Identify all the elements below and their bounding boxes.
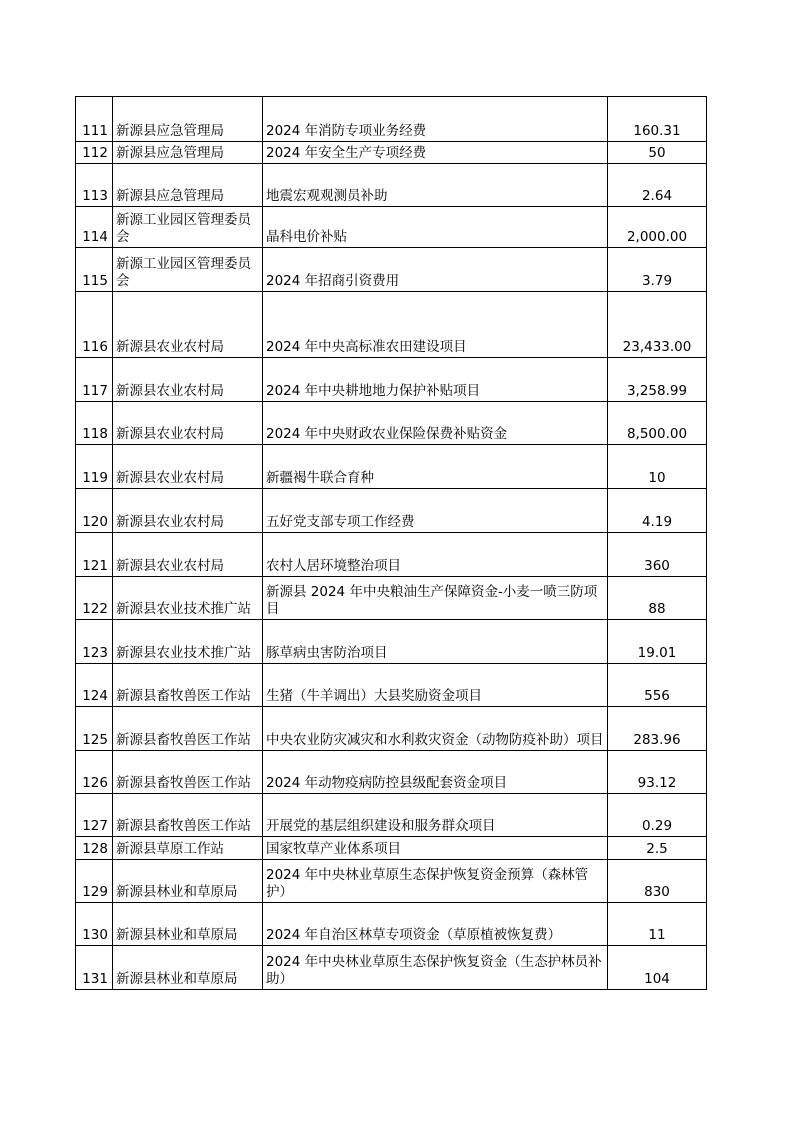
amount-cell: 830: [608, 860, 707, 903]
unit-cell: 新源县农业农村局: [113, 533, 263, 577]
row-number: 117: [76, 358, 113, 402]
table-row: [76, 664, 707, 707]
project-cell: 农村人居环境整治项目: [263, 533, 608, 577]
project-cell: 国家牧草产业体系项目: [263, 837, 608, 860]
unit-cell: 新源县农业农村局: [113, 489, 263, 533]
unit-cell: 新源县农业技术推广站: [113, 620, 263, 664]
row-number: 129: [76, 860, 113, 903]
amount-cell: 3,258.99: [608, 358, 707, 402]
unit-cell: 新源县农业农村局: [113, 358, 263, 402]
row-number: 126: [76, 751, 113, 794]
project-cell: 2024 年动物疫病防控县级配套资金项目: [263, 751, 608, 794]
project-cell: 2024 年消防专项业务经费: [263, 97, 608, 142]
table-row: [76, 707, 707, 751]
table-row: [76, 837, 707, 860]
amount-cell: 88: [608, 577, 707, 620]
table-row: [76, 794, 707, 837]
amount-cell: 0.29: [608, 794, 707, 837]
row-number: 122: [76, 577, 113, 620]
project-cell: 2024 年中央林业草原生态保护恢复资金预算（森林管护）: [263, 860, 608, 903]
amount-cell: 2.5: [608, 837, 707, 860]
unit-cell: 新源县林业和草原局: [113, 860, 263, 903]
row-number: 118: [76, 402, 113, 445]
unit-cell: 新源县草原工作站: [113, 837, 263, 860]
table-row: [76, 164, 707, 207]
row-number: 130: [76, 903, 113, 946]
row-number: 124: [76, 664, 113, 707]
unit-cell: 新源县畜牧兽医工作站: [113, 707, 263, 751]
row-number: 119: [76, 445, 113, 489]
amount-cell: 50: [608, 142, 707, 164]
amount-cell: 4.19: [608, 489, 707, 533]
table-row: [76, 142, 707, 164]
unit-cell: 新源县农业农村局: [113, 402, 263, 445]
table-row: [76, 207, 707, 248]
project-cell: 2024 年招商引资费用: [263, 248, 608, 292]
amount-cell: 2.64: [608, 164, 707, 207]
row-number: 116: [76, 292, 113, 358]
unit-cell: 新源工业园区管理委员会: [113, 207, 263, 248]
amount-cell: 93.12: [608, 751, 707, 794]
amount-cell: 2,000.00: [608, 207, 707, 248]
funding-table: [75, 96, 707, 990]
project-cell: 新源县 2024 年中央粮油生产保障资金-小麦一喷三防项目: [263, 577, 608, 620]
unit-cell: 新源县应急管理局: [113, 142, 263, 164]
project-cell: 2024 年安全生产专项经费: [263, 142, 608, 164]
amount-cell: 19.01: [608, 620, 707, 664]
table-row: [76, 577, 707, 620]
table-row: [76, 620, 707, 664]
table-row: [76, 751, 707, 794]
amount-cell: 283.96: [608, 707, 707, 751]
table-row: [76, 402, 707, 445]
row-number: 125: [76, 707, 113, 751]
project-cell: 2024 年中央高标准农田建设项目: [263, 292, 608, 358]
row-number: 115: [76, 248, 113, 292]
unit-cell: 新源县农业技术推广站: [113, 577, 263, 620]
unit-cell: 新源县畜牧兽医工作站: [113, 664, 263, 707]
table-row: [76, 860, 707, 903]
amount-cell: 556: [608, 664, 707, 707]
table-row: [76, 489, 707, 533]
project-cell: 五好党支部专项工作经费: [263, 489, 608, 533]
row-number: 121: [76, 533, 113, 577]
project-cell: 2024 年中央林业草原生态保护恢复资金（生态护林员补助）: [263, 946, 608, 990]
row-number: 131: [76, 946, 113, 990]
table-body: [76, 97, 707, 990]
unit-cell: 新源县畜牧兽医工作站: [113, 794, 263, 837]
unit-cell: 新源县畜牧兽医工作站: [113, 751, 263, 794]
project-cell: 生猪（牛羊调出）大县奖励资金项目: [263, 664, 608, 707]
project-cell: 新疆褐牛联合育种: [263, 445, 608, 489]
unit-cell: 新源县农业农村局: [113, 445, 263, 489]
project-cell: 中央农业防灾减灾和水利救灾资金（动物防疫补助）项目: [263, 707, 608, 751]
unit-cell: 新源县应急管理局: [113, 97, 263, 142]
table-row: [76, 292, 707, 358]
project-cell: 豚草病虫害防治项目: [263, 620, 608, 664]
row-number: 112: [76, 142, 113, 164]
table-row: [76, 97, 707, 142]
project-cell: 地震宏观观测员补助: [263, 164, 608, 207]
project-cell: 开展党的基层组织建设和服务群众项目: [263, 794, 608, 837]
row-number: 111: [76, 97, 113, 142]
row-number: 113: [76, 164, 113, 207]
unit-cell: 新源县林业和草原局: [113, 903, 263, 946]
project-cell: 2024 年中央耕地地力保护补贴项目: [263, 358, 608, 402]
project-cell: 晶科电价补贴: [263, 207, 608, 248]
unit-cell: 新源县农业农村局: [113, 292, 263, 358]
project-cell: 2024 年中央财政农业保险保费补贴资金: [263, 402, 608, 445]
amount-cell: 10: [608, 445, 707, 489]
table-row: [76, 248, 707, 292]
amount-cell: 160.31: [608, 97, 707, 142]
table-row: [76, 533, 707, 577]
row-number: 128: [76, 837, 113, 860]
amount-cell: 104: [608, 946, 707, 990]
unit-cell: 新源县应急管理局: [113, 164, 263, 207]
unit-cell: 新源工业园区管理委员会: [113, 248, 263, 292]
amount-cell: 11: [608, 903, 707, 946]
amount-cell: 3.79: [608, 248, 707, 292]
table-row: [76, 903, 707, 946]
unit-cell: 新源县林业和草原局: [113, 946, 263, 990]
amount-cell: 8,500.00: [608, 402, 707, 445]
amount-cell: 23,433.00: [608, 292, 707, 358]
amount-cell: 360: [608, 533, 707, 577]
row-number: 120: [76, 489, 113, 533]
row-number: 127: [76, 794, 113, 837]
table-row: [76, 358, 707, 402]
project-cell: 2024 年自治区林草专项资金（草原植被恢复费）: [263, 903, 608, 946]
table-row: [76, 946, 707, 990]
row-number: 114: [76, 207, 113, 248]
table-row: [76, 445, 707, 489]
row-number: 123: [76, 620, 113, 664]
